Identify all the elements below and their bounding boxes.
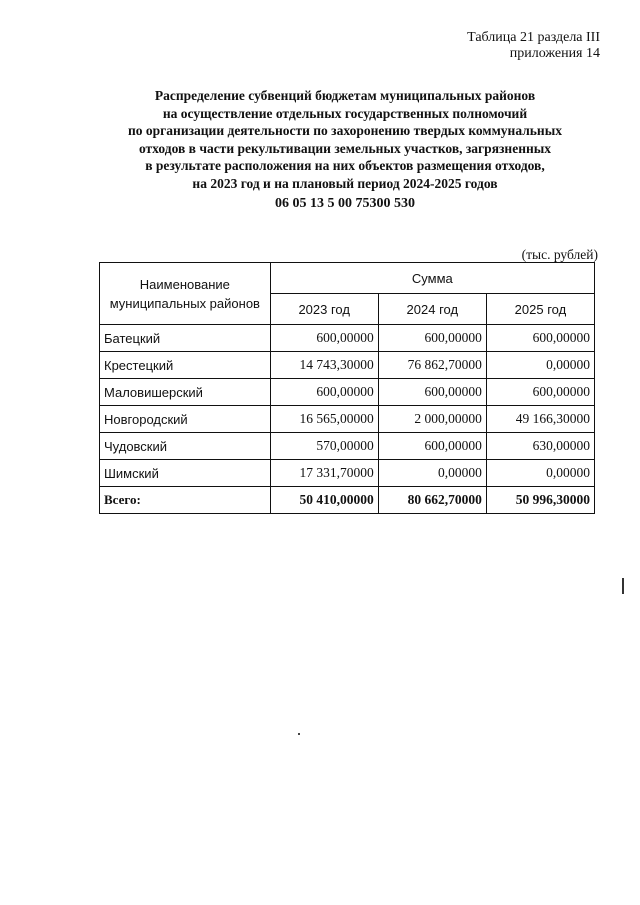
- value-2023: 600,00000: [270, 379, 378, 406]
- total-2023: 50 410,00000: [270, 487, 378, 514]
- total-2025: 50 996,30000: [486, 487, 594, 514]
- value-2024: 0,00000: [378, 460, 486, 487]
- header-year-2025: 2025 год: [486, 294, 594, 325]
- district-name: Чудовский: [100, 433, 271, 460]
- table-reference: [467, 30, 600, 62]
- document-title: [80, 87, 610, 192]
- district-name: Новгородский: [100, 406, 271, 433]
- table-row: [100, 406, 595, 433]
- title-line: на 2023 год и на плановый период 2024-2025 годов: [192, 175, 498, 191]
- header-year-2023: 2023 год: [270, 294, 378, 325]
- value-2024: 600,00000: [378, 325, 486, 352]
- value-2023: 16 565,00000: [270, 406, 378, 433]
- district-name: Батецкий: [100, 325, 271, 352]
- title-line: отходов в части рекультивации земельных участков, загрязненных: [138, 140, 552, 156]
- total-row: [100, 487, 595, 514]
- value-2025: 630,00000: [486, 433, 594, 460]
- district-name: Крестецкий: [100, 352, 271, 379]
- district-name: Маловишерский: [100, 379, 271, 406]
- title-line: по организации деятельности по захоронению твердых коммунальных: [128, 123, 562, 138]
- title-line: в результате расположения на них объектов размещения отходов,: [145, 158, 545, 173]
- budget-code: 06 05 13 5 00 75300 530: [275, 196, 415, 211]
- title-line: Распределение субвенций бюджетам муниципальных районов: [154, 88, 536, 103]
- value-2025: 600,00000: [486, 379, 594, 406]
- value-2023: 14 743,30000: [270, 352, 378, 379]
- table-row: [100, 379, 595, 406]
- total-label: Всего:: [100, 487, 271, 514]
- title-line: на осуществление отдельных государственных полномочий: [162, 105, 528, 121]
- subsidy-table: [99, 262, 595, 514]
- scan-mark: [622, 578, 624, 594]
- value-2024: 2 000,00000: [378, 406, 486, 433]
- table-reference-line-1: Таблица 21 раздела III: [467, 30, 600, 45]
- district-name: Шимский: [100, 460, 271, 487]
- table-row: [100, 352, 595, 379]
- table-row: [100, 325, 595, 352]
- header-name: Наименование муниципальных районов: [100, 263, 271, 325]
- value-2024: 600,00000: [378, 433, 486, 460]
- value-2025: 0,00000: [486, 460, 594, 487]
- header-year-2024: 2024 год: [378, 294, 486, 325]
- value-2023: 17 331,70000: [270, 460, 378, 487]
- header-sum: Сумма: [270, 263, 594, 294]
- total-2024: 80 662,70000: [378, 487, 486, 514]
- value-2024: 600,00000: [378, 379, 486, 406]
- table-reference-line-2: приложения 14: [509, 46, 600, 61]
- value-2025: 49 166,30000: [486, 406, 594, 433]
- value-2023: 570,00000: [270, 433, 378, 460]
- scan-dot: [298, 733, 300, 735]
- value-2024: 76 862,70000: [378, 352, 486, 379]
- table-row: [100, 460, 595, 487]
- value-2025: 600,00000: [486, 325, 594, 352]
- table-row: [100, 433, 595, 460]
- unit-label: (тыс. рублей): [521, 247, 598, 262]
- value-2023: 600,00000: [270, 325, 378, 352]
- value-2025: 0,00000: [486, 352, 594, 379]
